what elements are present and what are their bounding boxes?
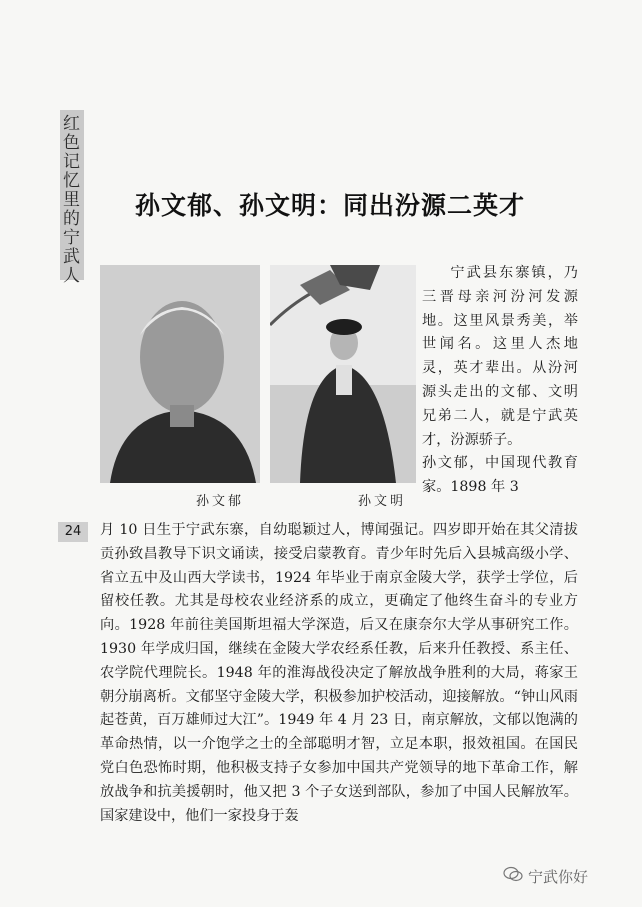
caption-sun-wenming: 孙文明	[358, 494, 407, 509]
caption-sun-wenyu: 孙文郁	[196, 494, 245, 509]
wechat-icon	[503, 866, 523, 882]
portrait-photo-sun-wenyu	[100, 265, 260, 483]
chapter-side-label: 红色记忆里的宁武人	[59, 114, 79, 285]
portrait-photo-sun-wenming	[270, 265, 416, 483]
page-number: 24	[58, 522, 88, 542]
body-text: 月 10 日生于宁武东寨，自幼聪颖过人，博闻强记。四岁即开始在其父清拔贡孙致昌教导下识文诵读，接受启蒙教育。青少年时先后入县城高级小学、省立五中及山西大学读书，1924 年毕业于南京金陵大学，获学士学位，后留校任教。尤其是母校农业经济系的成立，更确定了他终生奋斗的专业方向。1928 年前往美国斯坦福大学深造，后又在康奈尔大学从事研究工作。1930 年学成归国，继续在金陵大学农经系任教，后来升任教授、系主任、农学院代理院长。1948 年的淮海战役决定了解放战争胜利的大局，蒋家王朝分崩离析。文郁坚守金陵大学，积极参加护校活动，迎接解放。“钟山风雨起苍黄，百万雄师过大江”。1949 年 4 月 23 日，南京解放，文郁以饱满的革命热情，以一介饱学之士的全部聪明才智，立足本职，报效祖国。在国民党白色恐怖时期，他积极支持子女参加中国共产党领导的地下革命工作，解放战争和抗美援朝时，他又把 3 个子女送到部队，参加了中国人民解放军。国家建设中，他们一家投身于轰	[100, 522, 578, 824]
article-title: 孙文郁、孙文明：同出汾源二英才	[134, 191, 525, 220]
right-column-paragraphs: 宁武县东寨镇，乃三晋母亲河汾河发源地。这里风景秀美，举世闻名。这里人杰地灵，英才辈出。从汾河源头走出的文郁、文明兄弟二人，就是宁武英才，汾源骄子。 孙文郁，中国现代教育家。1898 年 3	[422, 265, 578, 496]
account-watermark: 宁武你好	[528, 868, 589, 886]
right-column-text	[422, 262, 578, 500]
